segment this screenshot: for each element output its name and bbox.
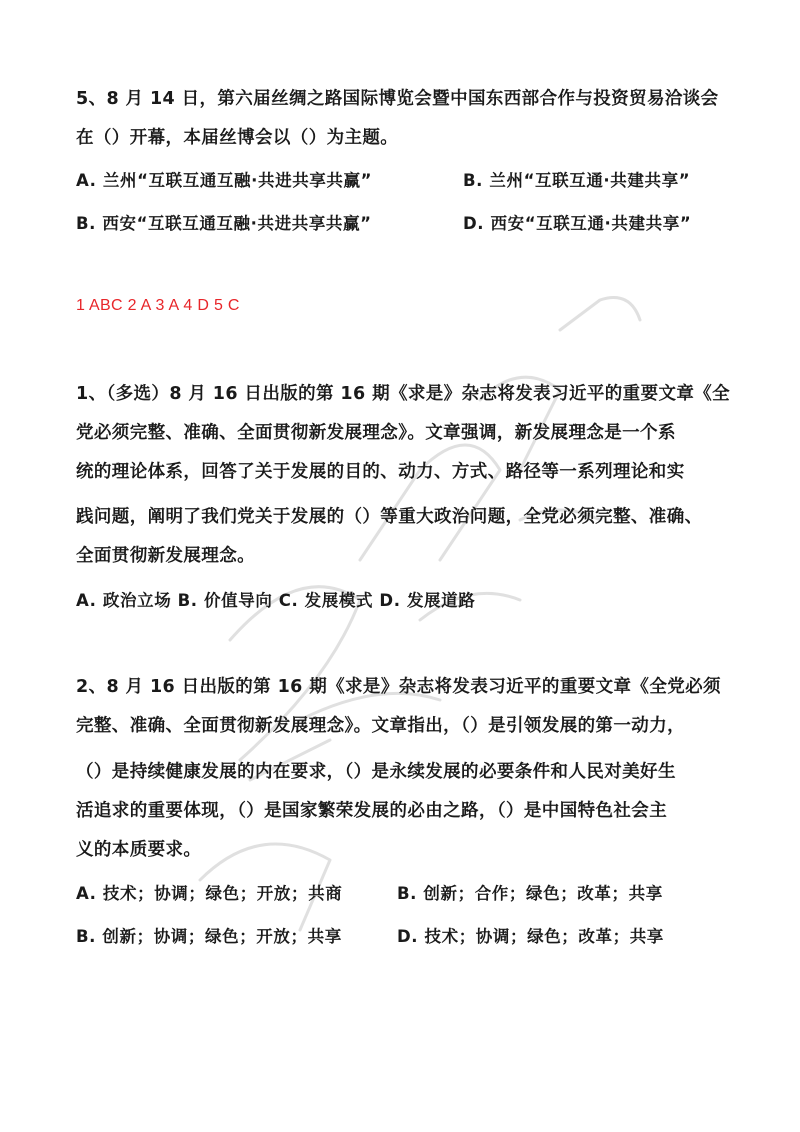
q5-option-c: B. 西安“互联互通互融·共进共享共赢”: [76, 214, 372, 233]
q2-option-c: B. 创新；协调；绿色；开放；共享: [76, 927, 342, 946]
q1-line-5: 全面贯彻新发展理念。: [76, 546, 255, 566]
q1-line-4: 践问题，阐明了我们党关于发展的（）等重大政治问题，全党必须完整、准确、: [76, 507, 703, 527]
q5-option-b: B. 兰州“互联互通·共建共享”: [463, 171, 691, 190]
q2-line-3: （）是持续健康发展的内在要求，（）是永续发展的必要条件和人民对美好生: [76, 762, 676, 782]
q5-line-1: 5、8 月 14 日，第六届丝绸之路国际博览会暨中国东西部合作与投资贸易洽谈会: [76, 89, 719, 109]
q5-line-2: 在（）开幕，本届丝博会以（）为主题。: [76, 128, 399, 148]
answer-key: 1 ABC 2 A 3 A 4 D 5 C: [76, 297, 240, 314]
q2-option-a: A. 技术；协调；绿色；开放；共商: [76, 884, 343, 903]
q1-options: A. 政治立场 B. 价值导向 C. 发展模式 D. 发展道路: [76, 591, 476, 610]
q5-option-a: A. 兰州“互联互通互融·共进共享共赢”: [76, 171, 373, 190]
q1-line-2: 党必须完整、准确、全面贯彻新发展理念》。文章强调，新发展理念是一个系: [76, 423, 676, 443]
q2-line-1: 2、8 月 16 日出版的第 16 期《求是》杂志将发表习近平的重要文章《全党必须: [76, 677, 721, 697]
q1-line-3: 统的理论体系，回答了关于发展的目的、动力、方式、路径等一系列理论和实: [76, 462, 685, 482]
q5-option-d: D. 西安“互联互通·共建共享”: [463, 214, 692, 233]
q2-option-b: B. 创新；合作；绿色；改革；共享: [397, 884, 663, 903]
q2-line-5: 义的本质要求。: [76, 840, 202, 860]
q2-option-d: D. 技术；协调；绿色；改革；共享: [397, 927, 664, 946]
q2-line-4: 活追求的重要体现，（）是国家繁荣发展的必由之路，（）是中国特色社会主: [76, 801, 668, 821]
q2-line-2: 完整、准确、全面贯彻新发展理念》。文章指出，（）是引领发展的第一动力，: [76, 716, 685, 736]
q1-line-1: 1、（多选）8 月 16 日出版的第 16 期《求是》杂志将发表习近平的重要文章《全: [76, 384, 731, 404]
